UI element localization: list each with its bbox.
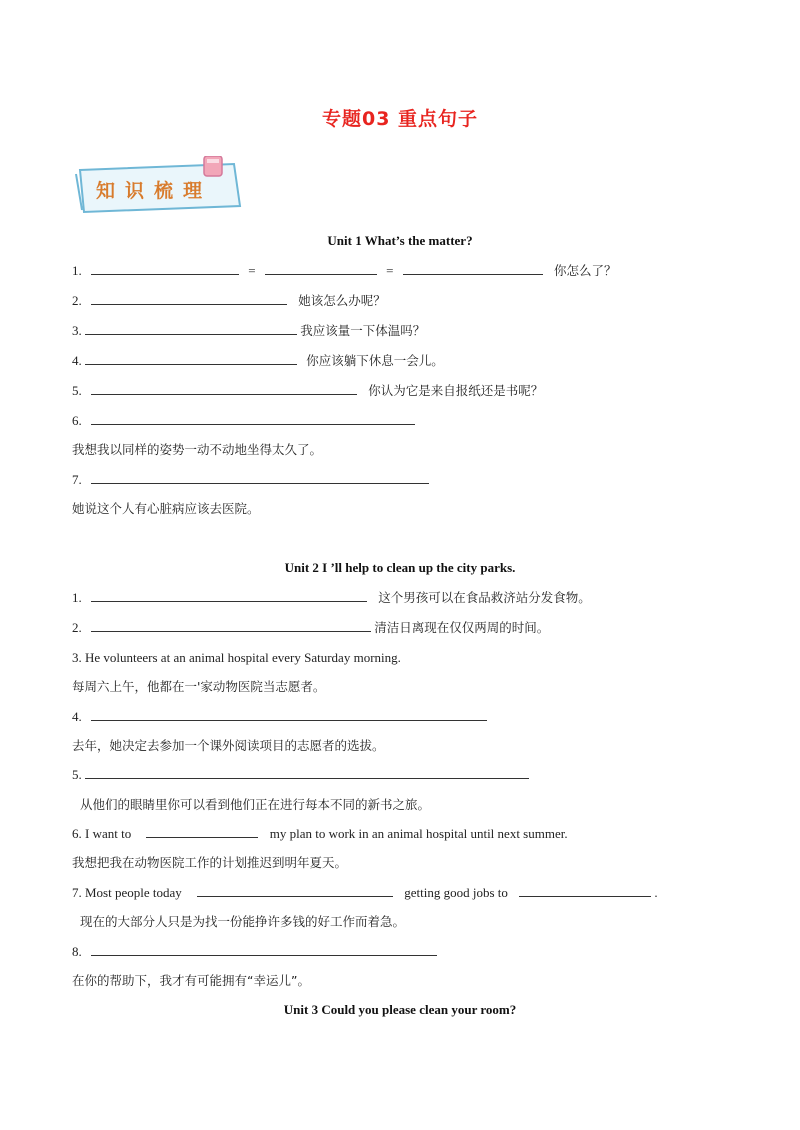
sentence-start: 7. Most people today [72, 885, 182, 900]
item-number: 6. [72, 413, 82, 428]
chinese-prompt: 我应该量一下体温吗？ [300, 323, 426, 338]
unit1-item-1 [72, 262, 616, 280]
unit2-item-3-translation: 每周六上午，他都在一'家动物医院当志愿者。 [72, 679, 326, 694]
banner-label: 知识梳理 [96, 180, 213, 202]
item-number: 1. [72, 590, 82, 605]
item-number: 5. [72, 383, 82, 398]
item-number: 7. [72, 472, 82, 487]
answer-blank[interactable] [197, 884, 393, 897]
answer-blank[interactable] [85, 352, 297, 365]
unit2-item-6-translation: 我想把我在动物医院工作的计划推迟到明年夏天。 [72, 855, 348, 870]
unit1-item-6-translation: 我想我以同样的姿势一动不动地坐得太久了。 [72, 442, 323, 457]
chinese-prompt: 你认为它是来自报纸还是书呢？ [368, 383, 544, 398]
unit2-item-6 [72, 825, 568, 843]
sentence-end: my plan to work in an animal hospital until next summer. [269, 826, 568, 841]
item-number: 2. [72, 293, 82, 308]
equals-sign: = [248, 263, 256, 278]
unit2-item-1 [72, 589, 591, 607]
chinese-prompt: 你应该躺下休息一会儿。 [306, 353, 444, 368]
unit2-item-5-translation: 从他们的眼睛里你可以看到他们正在进行每本不同的新书之旅。 [80, 797, 431, 812]
item-number: 1. [72, 263, 82, 278]
item-number: 4. [72, 353, 82, 368]
unit1-item-6 [72, 412, 415, 430]
item-number: 4. [72, 709, 82, 724]
answer-blank[interactable] [265, 262, 377, 275]
unit3-heading: Unit 3 Could you please clean your room? [283, 1002, 517, 1017]
unit2-item-5 [72, 766, 529, 784]
answer-blank[interactable] [91, 708, 487, 721]
unit2-item-2 [72, 619, 549, 637]
chinese-prompt: 清洁日离现在仅仅两周的时间。 [374, 620, 550, 635]
unit1-item-2 [72, 292, 386, 310]
chinese-prompt: 你怎么了？ [553, 263, 617, 278]
answer-blank[interactable] [85, 766, 529, 779]
answer-blank[interactable] [403, 262, 543, 275]
unit2-item-7-translation: 现在的大部分人只是为找一份能挣许多钱的好工作而着急。 [80, 914, 406, 929]
unit1-item-3 [72, 322, 425, 340]
unit1-heading: Unit 1 What’s the matter? [327, 233, 473, 248]
answer-blank[interactable] [91, 412, 415, 425]
answer-blank[interactable] [91, 589, 367, 602]
item-number: 3. [72, 323, 82, 338]
unit2-item-8-translation: 在你的帮助下，我才有可能拥有“幸运儿”。 [72, 973, 310, 988]
unit1-item-7-translation: 她说这个人有心脏病应该去医院。 [72, 501, 260, 516]
sentence-period: . [654, 885, 658, 900]
answer-blank[interactable] [519, 884, 651, 897]
chinese-prompt: 她该怎么办呢？ [298, 293, 386, 308]
answer-blank[interactable] [91, 471, 429, 484]
answer-blank[interactable] [91, 292, 287, 305]
item-number: 8. [72, 944, 82, 959]
sentence-start: 6. I want to [72, 826, 132, 841]
unit2-heading: Unit 2 I ’ll help to clean up the city parks. [284, 560, 516, 575]
unit2-item-4 [72, 708, 487, 726]
section-banner [74, 156, 246, 218]
unit2-item-8 [72, 943, 437, 961]
answer-blank[interactable] [91, 262, 239, 275]
unit2-item-4-translation: 去年，她决定去参加一个课外阅读项目的志愿者的选拔。 [72, 738, 385, 753]
answer-blank[interactable] [91, 619, 371, 632]
unit1-item-7 [72, 471, 429, 489]
item-number: 2. [72, 620, 82, 635]
unit1-item-5 [72, 382, 543, 400]
sentence-middle: getting good jobs to [404, 885, 508, 900]
equals-sign: = [386, 263, 394, 278]
page-title: 专题03 重点句子 [321, 108, 479, 130]
unit2-item-7 [72, 884, 658, 902]
unit2-item-3: 3. He volunteers at an animal hospital every Saturday morning. [72, 650, 401, 665]
answer-blank[interactable] [146, 825, 258, 838]
answer-blank[interactable] [91, 382, 357, 395]
item-number: 5. [72, 767, 82, 782]
chinese-prompt: 这个男孩可以在食品救济站分发食物。 [378, 590, 591, 605]
answer-blank[interactable] [91, 943, 437, 956]
unit1-item-4 [72, 352, 444, 370]
answer-blank[interactable] [85, 322, 297, 335]
